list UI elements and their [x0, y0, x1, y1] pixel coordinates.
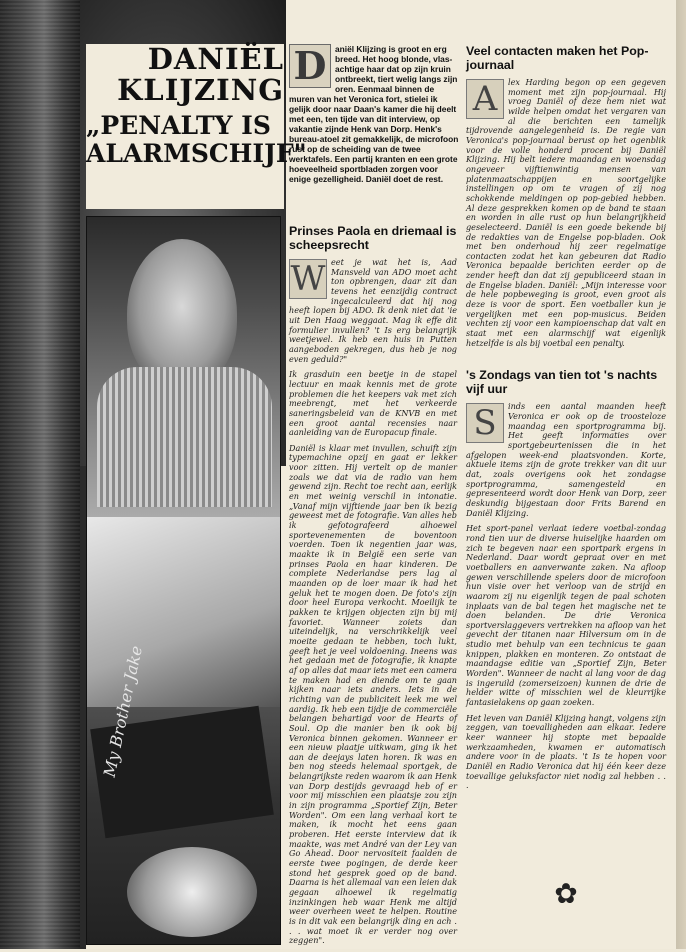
intro-paragraph	[289, 44, 459, 184]
intro-dropcap: D	[289, 44, 331, 88]
photo-record-sleeve	[90, 644, 274, 839]
section3-title: 's Zondags van tien tot 's nachts vijf uur	[466, 368, 658, 397]
record-title: My Brother Jake	[99, 644, 147, 779]
headline-quote: „PENALTY IS ALARMSCHIJF"	[86, 111, 307, 168]
section2-dropcap: A	[466, 79, 504, 119]
section1-paragraph: Daniël is klaar met invullen, schuift zijn typemachine opzij en gaat er lekker voor zitten. Hij vertelt op de manier zoals we dat via de radio van hem gewend zijn. Recht toe recht aan, eerlijk en met weinig verschil in intonatie. „Vanaf mijn vijftiende jaar ben ik bezig geweest met de fotografie. Van alles heb ik gefotografeerd alhoewel sportevenementen de boventoon voerden. Toen ik negentien jaar was, maakte ik in België een serie van prinses Paola en haar kinderen. De complete Nederlandse pers lag al maanden op de loer maar ik had het geluk het te mogen doen. De foto's zijn door heel Europa verkocht. Moeilijk te pakken te krijgen objecten zijn bij mij favoriet. Wanneer zoiets dan uiteindelijk, na verschrikkelijk veel moeite gedaan te hebben, toch lukt, geeft het je veel voldoening. Ineens was het gedaan met de fotografie, ik knapte af op alles dat maar iets met een camera te maken had en diende om te gaan kijken naar iets anders. Iets in de richting van de publiciteit leek me wel aardig. Ik heb een tijdje de commerciële belangen behartigd voor de Hearts of Soul. Op die manier ben ik ook bij Veronica binnen gekomen. Wanneer er een nieuw plaatje uitkwam, ging ik het aan de deejays laten horen. Ik was en ben nog steeds helemaal sportgek, de belangrijkste reden waarom ik aan Henk van Dorp destijds gevraagd heb of er voor mij misschien een plaatsje zou zijn in zijn programma „Sportief Zijn, Beter Worden". Om een lang verhaal kort te maken, ik mocht het eens gaan proberen. Het eerste interview dat ik maakte, was met André van der Ley van Go Ahead. Door nervositeit faalden de eerste twee pogingen, de derde keer stond het gesprek goed op de band. Daarna is het allemaal van een leien dak gegaan alhoewel ik regelmatig inzinkingen heb waar Henk me altijd weer overheen weet te helpen. Routine is in dit vak een belangrijk ding en ach . . . wat moet ik er verder nog over zeggen".	[289, 442, 457, 946]
section1-dropcap: W	[290, 259, 326, 299]
right-column	[466, 44, 666, 797]
page-spine	[676, 0, 686, 949]
section-prinses-paola	[289, 224, 457, 952]
left-portrait-photo	[0, 0, 80, 949]
intro-text: aniël Klijzing is groot en erg breed. Het hoog blonde, vlas-achtige haar dat op zijn kruin ontbreekt, tiert welig langs zijn oren. Eenmaal binnen de muren van het Veronica fort, stielei ik gelijk door naar Daan's kamer die hij deelt met een, ten tijde van dit interview, op vakantie zijnde Henk van Dorp. Henk's bureau-atoel zit gemakkelijk, de microfoon rust op de scheiding van de twee werktafels. Een partij kranten en een grote hoeveelheid sportbladen zorgen voor enige gezelligheid. Daniël doet de rest.	[289, 44, 459, 184]
photo-desk	[87, 517, 280, 707]
section3-dropcap: S	[466, 403, 504, 443]
section3-paragraph: Het leven van Daniël Klijzing hangt, volgens zijn zeggen, van toevalligheden aan elkaar. Iedere keer wanneer hij stopte met bepaalde werkzaamheden, kwamen er automatisch andere voor in de plaats. 't Is te hopen voor Daniël en Radio Veronica dat hij één keer deze toevallige geluksfactor niet nodig zal hebben . . .	[466, 712, 666, 791]
section1-paragraph: Ik grasduin een beetje in de stapel lectuur en maak kennis met de grote problemen die het keepers vak met zich meebrengt, met het verkeerde saneringsbeleid van de KNVB en met een groot aantal recensies naar aanleiding van de Europacup finale.	[289, 369, 457, 438]
end-ornament-icon: ✿	[554, 878, 578, 909]
section2-title: Veel contacten maken het Pop-journaal	[466, 44, 649, 72]
section1-title: Prinses Paola en driemaal is scheepsrecht	[289, 224, 457, 252]
photo-body	[97, 367, 272, 507]
headline-name: DANIËL KLIJZING	[117, 42, 284, 107]
section1-paragraph: W eet je wat het is, Aad Mansveld van ADO moet acht ton opbrengen, daar zit dan tevens het eenzijdig contract ingecalculeerd dat hij nog heeft lopen bij ADO. Ik denk niet dat 'ie uit Den Haag weggaat. Mag ik effe dit formulier invullen? 't Is erg belangrijk weetjewel. Ik heb een huis in Putten aangeboden gekregen, dus heb je nog even geduld?"	[289, 257, 457, 364]
daniel-photo	[86, 216, 281, 945]
section3-paragraph: S inds een aantal maanden heeft Veronica er ook op de troosteloze maandag een sportprogramma bij. Het geeft informaties over sportgebeurtenissen die in het afgelopen week-end plaatsvonden. Korte, aktuele items zijn de grote trekker van dit uur dat, zoals overigens ook het zondagse sportprogramma, samengesteld en gepresenteerd wordt door Henk van Dorp, zeer deskundig bijgestaan door Frits Barend en Daniël Klijzing.	[466, 401, 666, 518]
section3-paragraph: Het sport-panel verlaat iedere voetbal-zondag rond tien uur de diverse huiselijke haarden om zich te begeven naar een sportpark ergens in Nederland. Daar wordt gepraat over en met voetballers en aanverwante zaken. Na afloop gewen verschillende spelers door de microfoon hun visie over het verloop van de strijd en waarom zij nu eigenlijk tegen de paal schoten inplaats van de bal tegen het magische net te doen belanden. De drie Veronica sportverslaggevers vertrekken na afloop van het gevecht der titanen naar Hilversum om in de studio met behulp van een technicus te gaan knippen, plakken en monteren. Zo ontstaat de maandagse editie van „Sportief Zijn, Beter Worden". Wanneer de nacht al lang voor de dag is ingeruild (zomerseizoen) kunnen de drie de helder witte of misschien wel de kleurrijke fantasielakens op gaan zoeken.	[466, 523, 666, 708]
photo-telephone	[127, 847, 257, 937]
section2-paragraph: A lex Harding begon op een gegeven moment met zijn pop-journaal. Hij vroeg Daniël of deze hem niet wat wilde helpen omdat het vergaren van al die berichten een tamelijk tijdrovende aangelegenheid is. De regie van Veronica's pop-journaal berust op het ogenblik voor de volle honderd procent bij Daniël Klijzing. Hij belt iedere maandag en woensdag ongeveer vijftienwintig mensen van platenmaatschappijen en soortgelijke instellingen op om te vragen of zij nog schokkende meldingen op pop-gebied hebben. Al deze gesprekken komen op de band te staan en worden in alle rust op hun belangrijkheid geselecteerd. Daniël is een goede bekende bij de redakties van de Engelse pop-bladen. Ook met ben onderhoud hij zeer regelmatige contacten zodat het kan gebeuren dat Radio Veronica bepaalde berichten eerder op de zender heeft dan dat zij gepubliceerd staan in de Engelse bladen. Daniël: „Mijn interesse voor de hele popbeweging is groot, even groot als deze is voor de sport. Een voetballer kun je vergelijken met een pop-musicus. Beiden vechten zij voor een kampioenschap dat valt en staat met een alarmschijf wat eigenlijk hetzelfde is als bij voetbal een penalty.	[466, 77, 666, 348]
headline-block	[86, 42, 307, 209]
